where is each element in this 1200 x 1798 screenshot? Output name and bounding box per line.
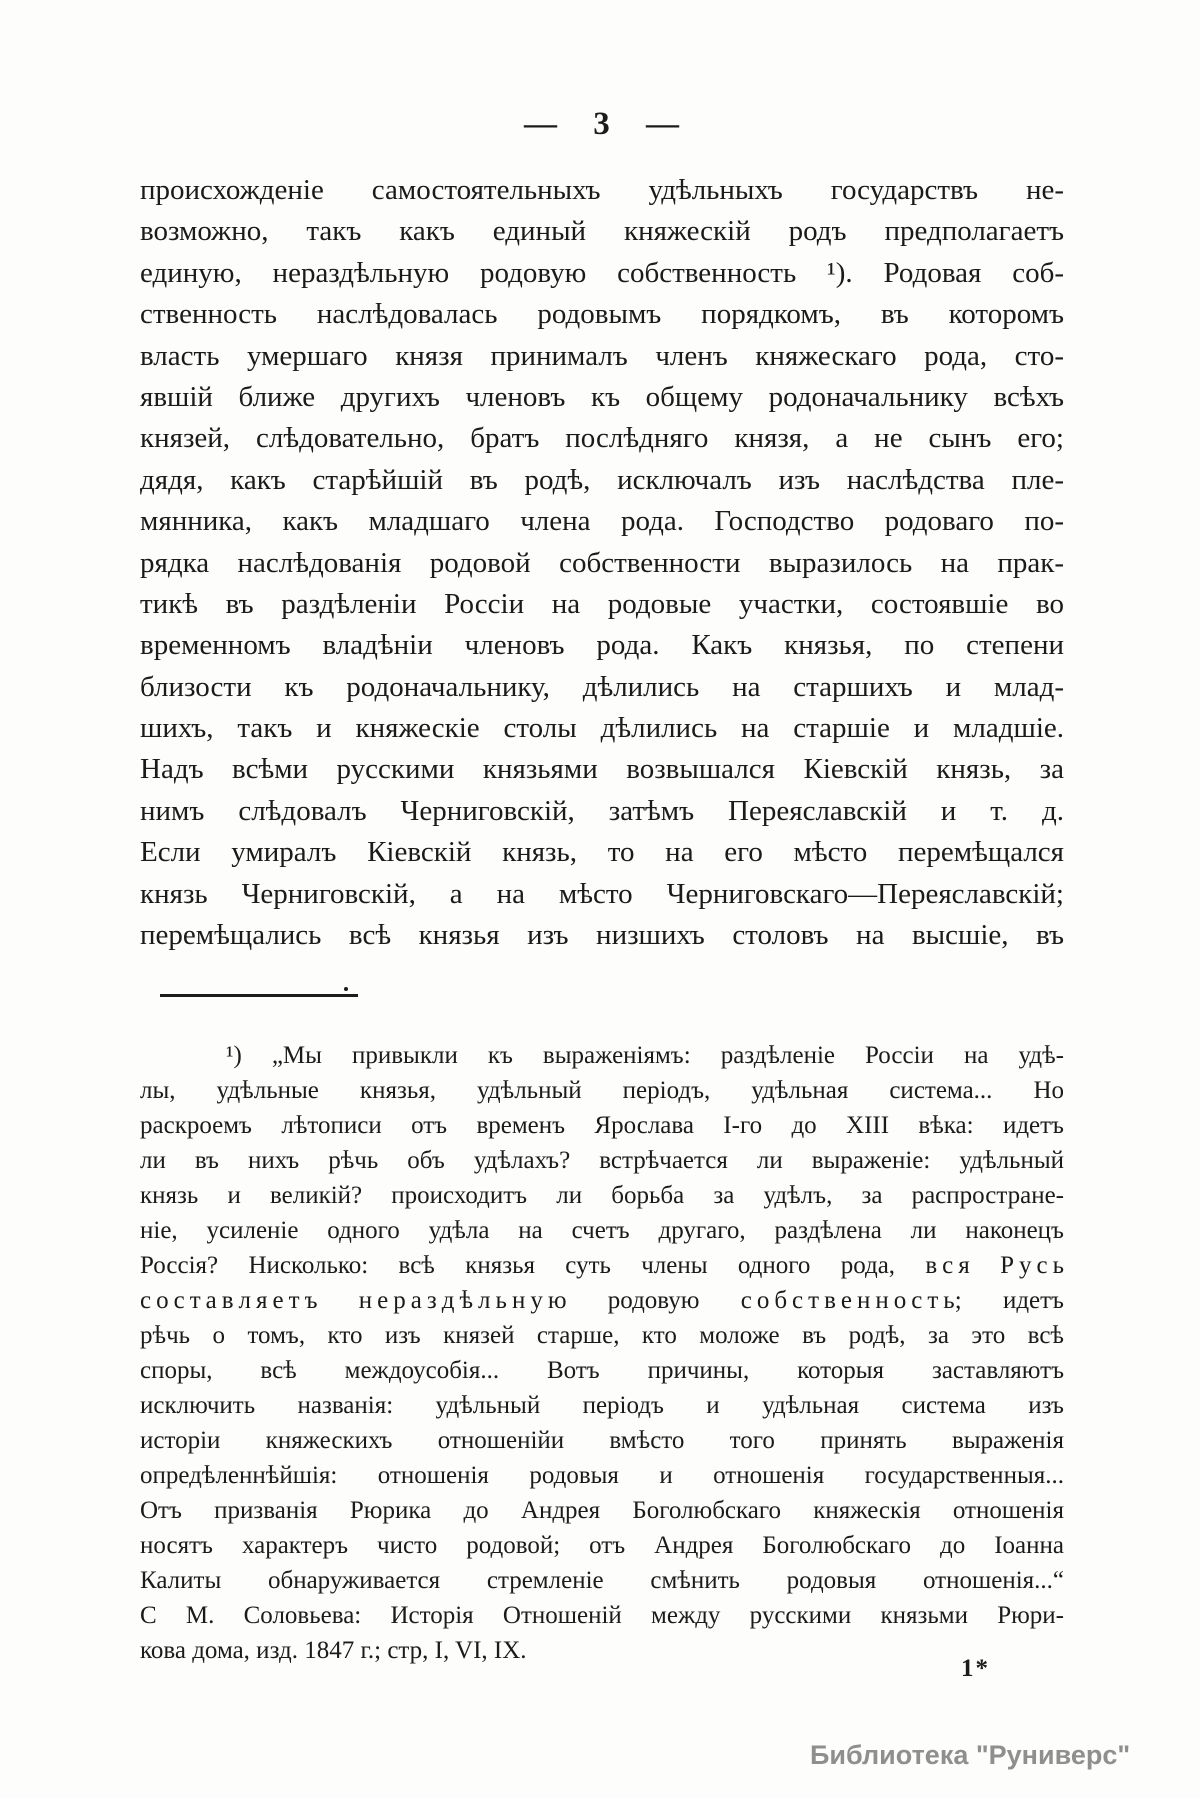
text-line: ственность наслѣдовалась родовымъ порядкомъ, въ которомъ	[140, 298, 1064, 331]
text-line: происхожденіе самостоятельныхъ удѣльныхъ государствъ не-	[140, 174, 1064, 206]
text-line: тикѣ въ раздѣленіи Россіи на родовые участки, состоявшіе во	[140, 587, 1064, 620]
main-text	[140, 170, 1064, 956]
footnote-line: ¹) „Мы привыкли къ выраженіямъ: раздѣленіе Россіи на удѣ-	[226, 1042, 1064, 1069]
footnote-line: ніе, усиленіе одного удѣла на счетъ другаго, раздѣлена ли наконецъ	[140, 1217, 1064, 1244]
footnote-line: князь и великій? происходитъ ли борьба за удѣлъ, за распростране-	[140, 1182, 1064, 1209]
text-line: близости къ родоначальнику, дѣлились на старшихъ и млад-	[140, 670, 1064, 703]
footnote-line: споры, всѣ междоусобія... Вотъ причины, которыя заставляютъ	[140, 1357, 1064, 1384]
footnote	[140, 1038, 1064, 1668]
text-line: дядя, какъ старѣйшій въ родѣ, исключалъ изъ наслѣдства пле-	[140, 463, 1064, 496]
footnote-line: носятъ характеръ чисто родовой; отъ Андрея Боголюбскаго до Іоанна	[140, 1532, 1064, 1559]
text-line: возможно, такъ какъ единый княжескій родъ предполагаетъ	[140, 215, 1064, 248]
text-line: явшій ближе другихъ членовъ къ общему родоначальнику всѣхъ	[140, 380, 1064, 413]
text-line: рядка наслѣдованія родовой собственности выразилось на прак-	[140, 546, 1064, 579]
footnote-line: с о с т а в л я е т ъ н е р а з д ѣ л ь н у ю родовую с о б с т в е н н о с т ь; идетъ	[140, 1287, 1064, 1314]
footnote-separator	[160, 994, 358, 997]
footnote-line: рѣчь о томъ, кто изъ князей старше, кто моложе въ родѣ, за это всѣ	[140, 1322, 1064, 1349]
text-line: князь Черниговскій, а на мѣсто Черниговскаго—Переяславскій;	[140, 877, 1064, 910]
text-line: Если умиралъ Кіевскій князь, то на его мѣсто перемѣщался	[140, 836, 1064, 869]
footnote-line: Калиты обнаруживается стремленіе смѣнить родовыя отношенія...“	[140, 1567, 1064, 1594]
text-line: шихъ, такъ и княжескіе столы дѣлились на старшіе и младшіе.	[140, 712, 1064, 745]
footnote-line: опредѣленнѣйшія: отношенія родовыя и отношенія государственныя...	[140, 1462, 1064, 1489]
footnote-line: лы, удѣльные князья, удѣльный періодъ, удѣльная система... Но	[140, 1077, 1064, 1104]
footnote-line: исключить названія: удѣльный періодъ и удѣльная система изъ	[140, 1392, 1064, 1419]
footnote-line: кова дома, изд. 1847 г.; стр, I, VI, IX.	[140, 1637, 527, 1664]
text-line: Надъ всѣми русскими князьями возвышался Кіевскій князь, за	[140, 753, 1064, 786]
footnote-line: С М. Соловьева: Исторія Отношеній между русскими князьми Рюри-	[140, 1602, 1064, 1629]
text-line: нимъ слѣдовалъ Черниговскій, затѣмъ Переяславскій и т. д.	[140, 794, 1064, 827]
signature-mark: 1*	[961, 1655, 990, 1682]
text-line: единую, нераздѣльную родовую собственность ¹). Родовая соб-	[140, 256, 1064, 289]
footnote-line: Россія? Нисколько: всѣ князья суть члены одного рода, в с я Р у с ь	[140, 1252, 1064, 1279]
footnote-line: ли въ нихъ рѣчь объ удѣлахъ? встрѣчается ли выраженіе: удѣльный	[140, 1147, 1064, 1174]
text-line: мянника, какъ младшаго члена рода. Господство родоваго по-	[140, 505, 1064, 538]
footnote-line: Отъ призванія Рюрика до Андрея Боголюбскаго княжескія отношенія	[140, 1497, 1064, 1524]
library-watermark: Библиотека "Руниверс"	[810, 1740, 1131, 1770]
text-line: перемѣщались всѣ князья изъ низшихъ столовъ на высшіе, въ	[140, 919, 1064, 952]
text-line: князей, слѣдовательно, братъ послѣдняго князя, а не сынъ его;	[140, 422, 1064, 455]
text-line: власть умершаго князя принималъ членъ княжескаго рода, сто-	[140, 339, 1064, 372]
page-number: — 3 —	[524, 106, 680, 142]
footnote-line: раскроемъ лѣтописи отъ временъ Ярослава I-го до XIII вѣка: идетъ	[140, 1112, 1064, 1139]
footnote-line: исторіи княжескихъ отношенійи вмѣсто того принять выраженія	[140, 1427, 1064, 1454]
text-line: временномъ владѣніи членовъ рода. Какъ князья, по степени	[140, 629, 1064, 662]
